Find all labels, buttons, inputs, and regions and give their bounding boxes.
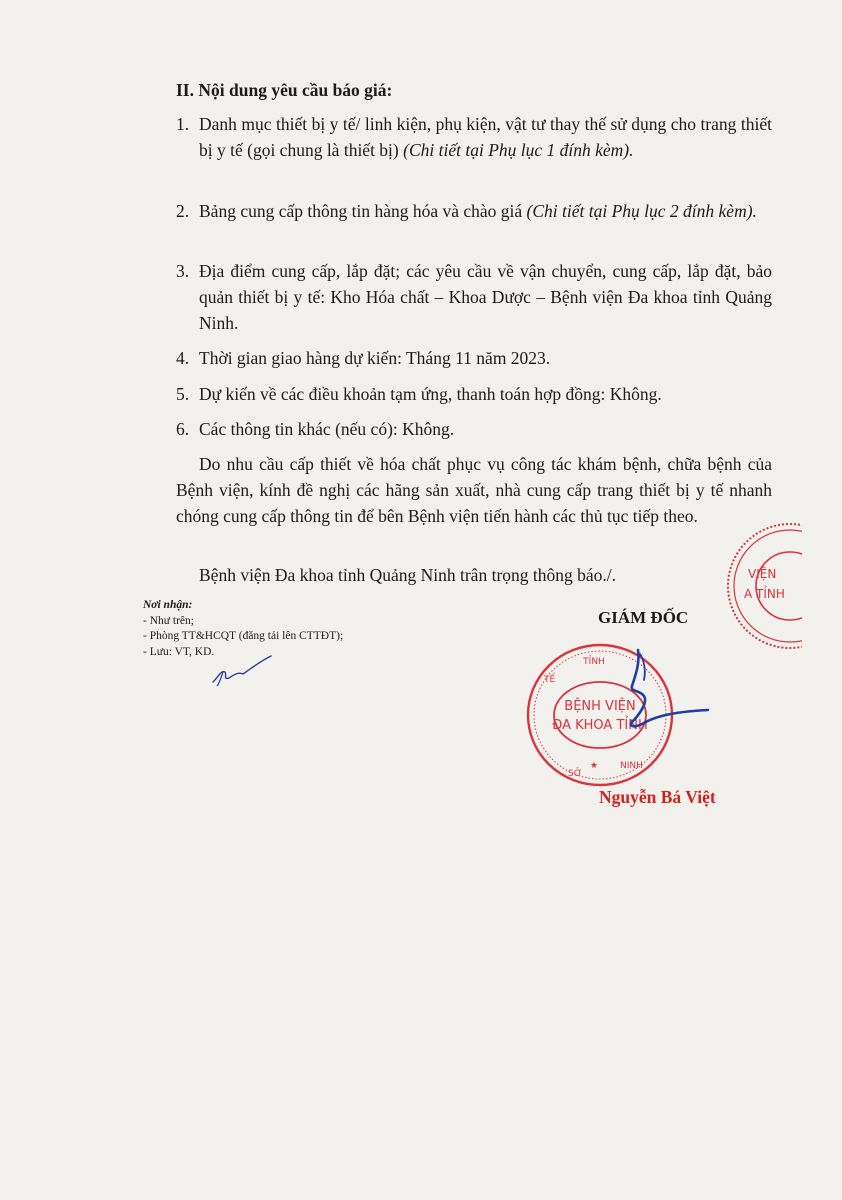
seal-side-line1: VIỆN xyxy=(748,567,777,581)
item-number: 3. xyxy=(176,261,190,281)
list-item xyxy=(176,416,772,442)
item-number: 1. xyxy=(176,114,190,134)
item-text: Bảng cung cấp thông tin hàng hóa và chào giá (Chi tiết tại Phụ lục 2 đính kèm). xyxy=(199,201,757,221)
signer-title: GIÁM ĐỐC xyxy=(598,608,689,627)
signature-icon xyxy=(600,640,715,745)
seal-line1: BỆNH VIỆN xyxy=(564,699,636,714)
closing-line: Bệnh viện Đa khoa tỉnh Quảng Ninh trân trọng thông báo./. xyxy=(199,565,617,585)
item-italic-note: (Chi tiết tại Phụ lục 1 đính kèm). xyxy=(403,140,634,160)
item-text: Dự kiến về các điều khoản tạm ứng, thanh toán hợp đồng: Không. xyxy=(199,384,662,404)
seal-bottom-left-text: SỞ xyxy=(568,769,582,779)
list-item xyxy=(176,258,772,336)
seal-top-text: TỈNH xyxy=(583,657,605,667)
section-title: II. Nội dung yêu cầu báo giá: xyxy=(176,80,393,100)
list-item xyxy=(176,345,772,371)
list-item xyxy=(176,198,772,224)
item-number: 5. xyxy=(176,384,190,404)
item-text: Thời gian giao hàng dự kiến: Tháng 11 năm 2023. xyxy=(199,348,551,368)
seal-bottom-right-text: NINH xyxy=(620,761,643,771)
partial-seal-icon xyxy=(712,518,802,654)
item-italic-note: (Chi tiết tại Phụ lục 2 đính kèm). xyxy=(526,201,757,221)
item-number: 6. xyxy=(176,419,190,439)
seal-line2: ĐA KHOA TỈNH xyxy=(552,718,648,733)
item-number: 2. xyxy=(176,201,190,221)
item-number: 4. xyxy=(176,348,190,368)
signer-name: Nguyễn Bá Việt xyxy=(599,787,716,807)
list-item xyxy=(176,381,772,407)
recipient-line: - Như trên; xyxy=(143,614,194,627)
recipient-line: - Phòng TT&HCQT (đăng tải lên CTTĐT); xyxy=(143,630,344,642)
initials-scribble-icon xyxy=(205,650,280,690)
body-paragraph: Do nhu cầu cấp thiết về hóa chất phục vụ công tác khám bệnh, chữa bệnh của Bệnh viện, kính đề nghị các hãng sản xuất, nhà cung cấp trang thiết bị y tế nhanh chóng cung cấp thông tin để bên Bệnh viện tiến hành các thủ tục tiếp theo. xyxy=(176,454,772,526)
recipient-line: - Lưu: VT, KD. xyxy=(143,645,215,658)
recipients-label: Nơi nhận: xyxy=(143,599,193,611)
seal-side-line2: A TỈNH xyxy=(744,587,785,601)
seal-left-text: TẾ xyxy=(544,675,556,685)
seal-star: ★ xyxy=(589,761,599,771)
item-text: Danh mục thiết bị y tế/ linh kiện, phụ kiện, vật tư thay thế sử dụng cho trang thiết bị y tế (gọi chung là thiết bị) (Chi tiết tại Phụ lục 1 đính kèm). xyxy=(199,114,772,160)
list-item xyxy=(176,111,772,163)
item-text: Địa điểm cung cấp, lắp đặt; các yêu cầu về vận chuyển, cung cấp, lắp đặt, bảo quản thiết bị y tế: Kho Hóa chất – Khoa Dược – Bệnh viện Đa khoa tỉnh Quảng Ninh. xyxy=(199,261,772,333)
item-text: Các thông tin khác (nếu có): Không. xyxy=(199,419,455,439)
